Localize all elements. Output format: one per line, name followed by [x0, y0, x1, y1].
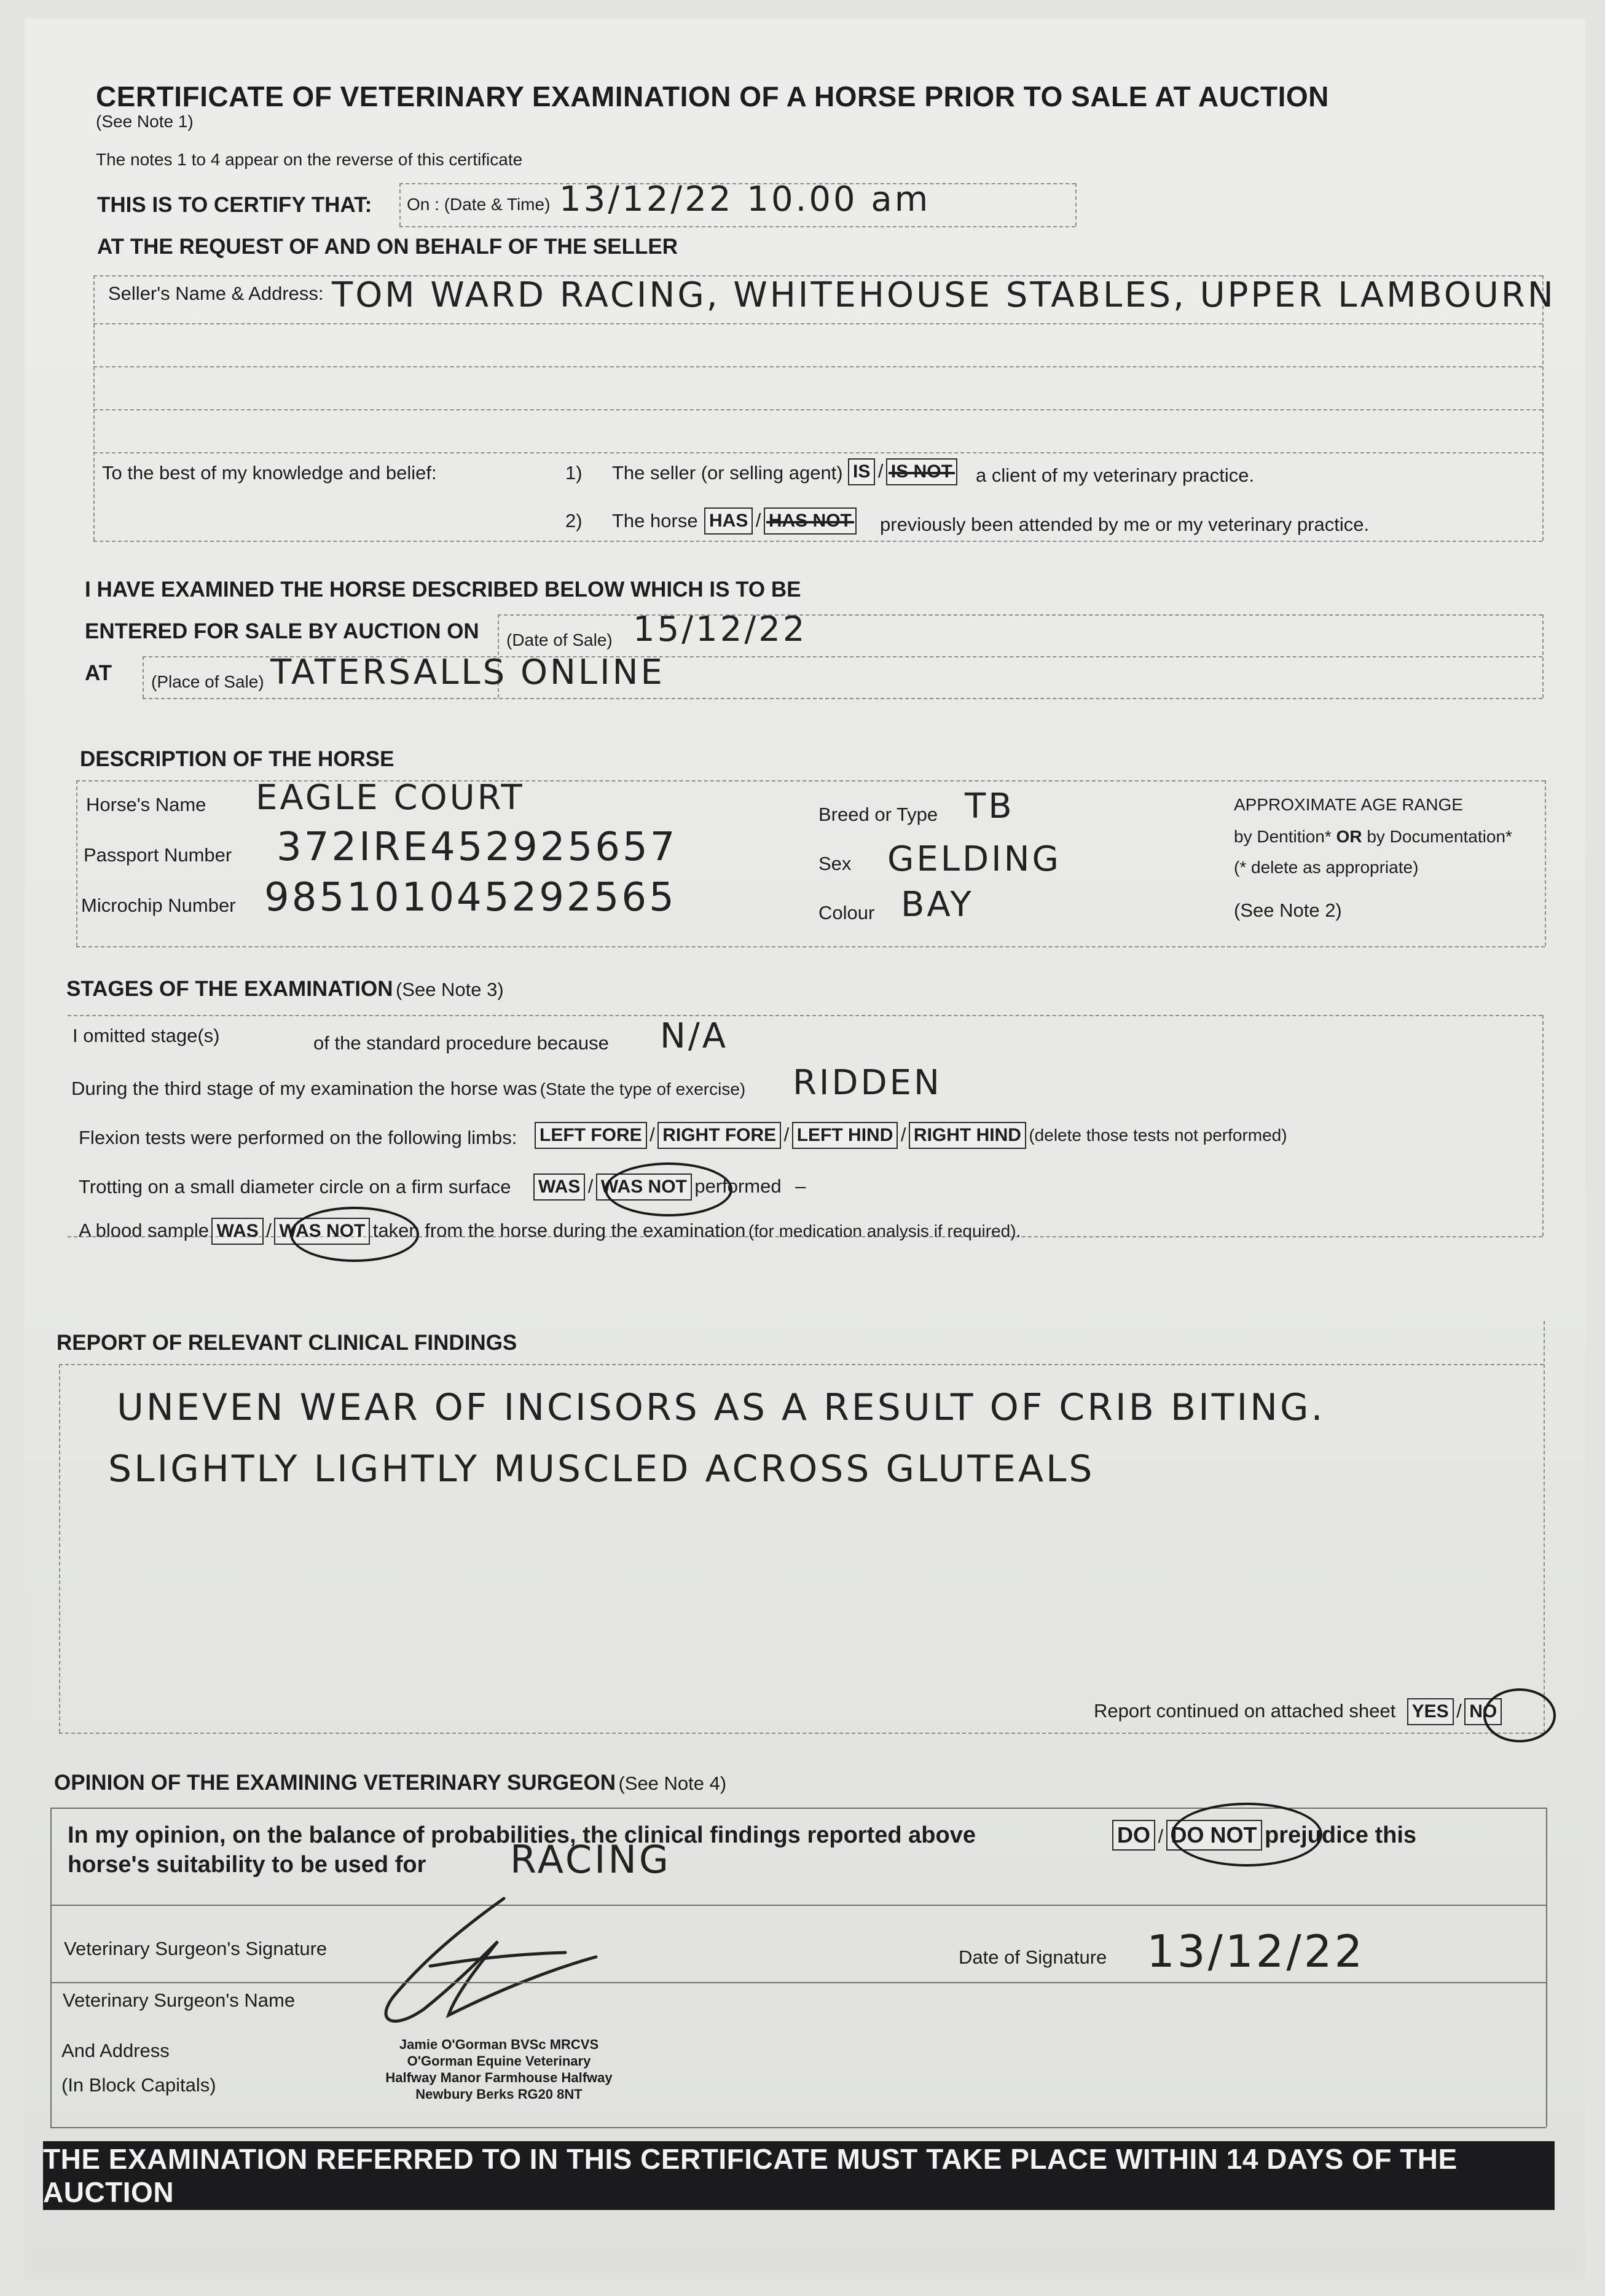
third-stage-label: During the third stage of my examination the horse was — [71, 1078, 538, 1099]
entered-label: ENTERED FOR SALE BY AUCTION ON — [85, 619, 479, 643]
stages-heading: STAGES OF THE EXAMINATION — [66, 977, 393, 1001]
omitted-label-b: of the standard procedure because — [313, 1032, 609, 1054]
item2-num: 2) — [565, 510, 583, 531]
age-delete-note: (* delete as appropriate) — [1234, 858, 1419, 877]
item1-num: 1) — [565, 462, 583, 484]
request-label: AT THE REQUEST OF AND ON BEHALF OF THE SELLER — [97, 235, 678, 259]
report-no-circle — [1483, 1688, 1556, 1742]
opinion-heading: OPINION OF THE EXAMINING VETERINARY SURGEON — [54, 1771, 616, 1795]
blood-was-box[interactable]: WAS — [211, 1218, 263, 1245]
is-not-box-struck[interactable]: IS NOT — [886, 458, 957, 485]
opinion-text-c: horse's suitability to be used for — [68, 1852, 426, 1878]
sex-label: Sex — [818, 853, 852, 874]
item2-text: The horse — [612, 510, 698, 531]
breed-label: Breed or Type — [818, 804, 938, 825]
at-label: AT — [85, 661, 112, 685]
date-of-sale: 15/12/22 — [633, 609, 807, 649]
certificate-title: CERTIFICATE OF VETERINARY EXAMINATION OF A HORSE PRIOR TO SALE AT AUCTION — [96, 80, 1329, 112]
place-of-sale-label: (Place of Sale) — [151, 672, 264, 691]
report-heading: REPORT OF RELEVANT CLINICAL FINDINGS — [57, 1331, 517, 1355]
colour-value: BAY — [901, 885, 974, 925]
age-by-dentition: by Dentition* — [1234, 827, 1332, 846]
age-by-line — [1234, 827, 1512, 847]
opinion-text-b: prejudice this — [1264, 1822, 1417, 1848]
stamp-line-3: Halfway Manor Farmhouse Halfway — [385, 2070, 613, 2085]
trot-mark: – — [795, 1175, 806, 1197]
opinion-do-not-box[interactable]: DO NOT — [1166, 1820, 1262, 1851]
microchip-label: Microchip Number — [81, 895, 236, 916]
left-fore-box[interactable]: LEFT FORE — [535, 1122, 647, 1149]
report-line-1: UNEVEN WEAR OF INCISORS AS A RESULT OF CRIB BITING. — [117, 1386, 1325, 1429]
age-heading: APPROXIMATE AGE RANGE — [1234, 795, 1463, 814]
right-hind-box[interactable]: RIGHT HIND — [909, 1122, 1026, 1149]
blood-was-not-circle — [290, 1207, 419, 1262]
trot-was-not-circle — [605, 1162, 732, 1217]
report-continued-label: Report continued on attached sheet — [1094, 1700, 1396, 1722]
blood-note: (for medication analysis if required). — [748, 1221, 1021, 1240]
passport-label: Passport Number — [84, 844, 232, 866]
vet-stamp — [370, 2036, 628, 2102]
exam-date-time: 13/12/22 10.00 am — [559, 179, 931, 219]
opinion-heading-line — [54, 1771, 726, 1795]
report-line-2: SLIGHTLY LIGHTLY MUSCLED ACROSS GLUTEALS — [108, 1448, 1095, 1491]
report-yes-box[interactable]: YES — [1407, 1698, 1454, 1725]
trot-was-not-box[interactable]: WAS NOT — [596, 1173, 692, 1201]
flexion-limbs: LEFT FORE / RIGHT FORE / LEFT HIND / RIGHT HIND (delete those tests not performed) — [535, 1122, 1287, 1149]
opinion-note: (See Note 4) — [618, 1773, 727, 1794]
is-box[interactable]: IS — [848, 458, 875, 485]
right-fore-box[interactable]: RIGHT FORE — [657, 1122, 781, 1149]
certificate-page: CERTIFICATE OF VETERINARY EXAMINATION OF A HORSE PRIOR TO SALE AT AUCTION (See Note 1) The notes 1 to 4 appear on the reverse of this certificate THIS IS TO CERTIFY THAT: On : (Date & Time) 13/12/22 10.00 am AT THE REQUEST OF AND ON BEHALF OF THE SELLER Seller's Name & Address: TOM WARD RACING, WHITEHOUSE STABLES, UPPER LAMBOURN To the best of my knowledge and belief: 1) The seller (or selling agent) IS / IS NOT a client of my veterinary practice. 2) The horse HAS / HAS NOT previously been attended by me or my veterinary practice. I HAVE EXAMINED THE HORSE DESCRIBED BELOW WHICH IS TO BE ENTERED FOR SALE BY AUCTION ON (Date of Sale) 15/12/22 AT (Place of Sale) TATERSALLS ONLINE DESCRIPTION OF THE HORSE Horse's Name EAGLE COURT Passport Number 372IRE452925657 Microchip Number 985101045292565 Breed or Type TB Sex GELDING Colour BAY APPROXIMATE AGE RANGE by Dentition* OR by Documentation* (* delete as appropriate) (See Note 2) STAGES OF THE EXAMINATION (See Note 3) I omitted stage(s) of the standard procedure because N/A During the third stage of my examination the horse was (State the type of exercise) RIDDEN Flexion tests were performed on the following limbs: LEFT FORE / RIGHT FORE / LEFT HIND / RIGHT HIND (delete those tests not performed) Trotting on a small diameter circle on a firm surface WAS / WAS NOT performed – A blood sample WAS / WAS NOT taken from the horse during the examination (for medication analysis if required). REPORT OF RELEVANT CLINICAL FINDINGS UNEVEN WEAR OF INCISORS AS A RESULT OF CRIB BITING. SLIGHTLY LIGHTLY MUSCLED ACROSS GLUTEALS Report continued on attached sheet YES / NO OPINION OF THE EXAMINING VETERINARY SURGEON (See Note 4) In my opinion, on the balance of probabilities, the clinical findings reported above DO / DO NOT prejudice this horse's suitability to be used for RACING Veterinary Surgeon's Signature Date of Signature 13/12/22 Veterinary Surgeon's Name And Address (In Block Capitals) Jamie O'Gorman BVSc MRCVS O'Gorman Equine Veterinary Halfway Manor Farmhouse Halfway Newbury Berks RG20 8NT THE EXAMINATION REFERRED TO IN THIS CERTIFICATE MUST TAKE PLACE WITHIN 14 DAYS OF THE AUCTION — [25, 18, 1585, 2279]
block-capitals-label: (In Block Capitals) — [61, 2074, 216, 2096]
report-continued: Report continued on attached sheet YES / NO — [1094, 1698, 1502, 1725]
flexion-note: (delete those tests not performed) — [1029, 1126, 1287, 1145]
address-label: And Address — [61, 2040, 170, 2061]
trot-rest: performed — [694, 1175, 782, 1197]
third-stage-line — [71, 1078, 745, 1100]
omitted-label-a: I omitted stage(s) — [73, 1025, 220, 1046]
seller-name-label: Seller's Name & Address: — [108, 283, 324, 304]
date-of-sale-label: (Date of Sale) — [506, 630, 613, 649]
description-heading: DESCRIPTION OF THE HORSE — [80, 747, 394, 771]
has-not-box-struck[interactable]: HAS NOT — [764, 507, 857, 535]
age-see-note: (See Note 2) — [1234, 899, 1342, 921]
horse-name: EAGLE COURT — [256, 778, 525, 818]
vet-name-label: Veterinary Surgeon's Name — [63, 1989, 296, 2011]
omitted-value: N/A — [660, 1016, 729, 1056]
third-stage-note: (State the type of exercise) — [540, 1079, 746, 1099]
notes-line: The notes 1 to 4 appear on the reverse of this certificate — [96, 150, 523, 169]
flexion-label: Flexion tests were performed on the following limbs: — [79, 1127, 517, 1148]
knowledge-label: To the best of my knowledge and belief: — [102, 462, 437, 484]
opinion-do-box[interactable]: DO — [1112, 1820, 1155, 1851]
blood-label: A blood sample — [79, 1220, 209, 1241]
stamp-line-1: Jamie O'Gorman BVSc MRCVS — [399, 2037, 599, 2052]
report-no-box[interactable]: NO — [1464, 1698, 1502, 1725]
opinion-text-a: In my opinion, on the balance of probabilities, the clinical findings reported above — [68, 1822, 976, 1848]
date-time-label: On : (Date & Time) — [407, 195, 551, 214]
item1-rest: a client of my veterinary practice. — [976, 464, 1255, 486]
examined-heading: I HAVE EXAMINED THE HORSE DESCRIBED BELOW WHICH IS TO BE — [85, 578, 801, 601]
place-of-sale: TATERSALLS ONLINE — [270, 652, 665, 692]
vet-signature — [356, 1892, 614, 2040]
blood-rest: taken from the horse during the examination — [372, 1220, 746, 1241]
microchip-number: 985101045292565 — [264, 875, 677, 920]
third-stage-value: RIDDEN — [793, 1063, 942, 1103]
passport-number: 372IRE452925657 — [277, 825, 678, 870]
sex-value: GELDING — [887, 839, 1061, 879]
seller-name-value: TOM WARD RACING, WHITEHOUSE STABLES, UPPER LAMBOURN — [332, 275, 1556, 315]
date-of-signature: 13/12/22 — [1147, 1926, 1365, 1977]
blood-line: A blood sample WAS / WAS NOT taken from the horse during the examination (for medication analysis if required). — [79, 1218, 1021, 1245]
trot-was-box[interactable]: WAS — [533, 1173, 585, 1201]
blood-was-not-box[interactable]: WAS NOT — [274, 1218, 370, 1245]
left-hind-box[interactable]: LEFT HIND — [792, 1122, 898, 1149]
item2-rest: previously been attended by me or my veterinary practice. — [880, 514, 1370, 535]
trot-options: WAS / WAS NOT performed – — [533, 1173, 806, 1201]
opinion-use-value: RACING — [510, 1837, 671, 1882]
date-of-signature-label: Date of Signature — [959, 1946, 1107, 1968]
stamp-line-4: Newbury Berks RG20 8NT — [415, 2086, 583, 2102]
stages-note: (See Note 3) — [395, 979, 504, 1000]
opinion-options: DO / DO NOT prejudice this — [1112, 1820, 1416, 1851]
item1-text: The seller (or selling agent) — [612, 462, 843, 484]
stages-heading-line — [66, 977, 504, 1001]
do-not-circle — [1171, 1803, 1322, 1867]
age-by-documentation: by Documentation* — [1367, 827, 1512, 846]
stamp-line-2: O'Gorman Equine Veterinary — [407, 2053, 591, 2069]
age-or: OR — [1336, 827, 1362, 846]
horse-name-label: Horse's Name — [86, 794, 206, 815]
colour-label: Colour — [818, 902, 875, 923]
footer-notice: THE EXAMINATION REFERRED TO IN THIS CERTIFICATE MUST TAKE PLACE WITHIN 14 DAYS OF THE AUCTION — [43, 2141, 1555, 2210]
see-note-1: (See Note 1) — [96, 112, 194, 131]
trot-label: Trotting on a small diameter circle on a firm surface — [79, 1176, 511, 1197]
has-box[interactable]: HAS — [704, 507, 753, 535]
signature-label: Veterinary Surgeon's Signature — [64, 1938, 328, 1959]
breed-value: TB — [965, 786, 1014, 826]
certify-label: THIS IS TO CERTIFY THAT: — [97, 193, 372, 217]
